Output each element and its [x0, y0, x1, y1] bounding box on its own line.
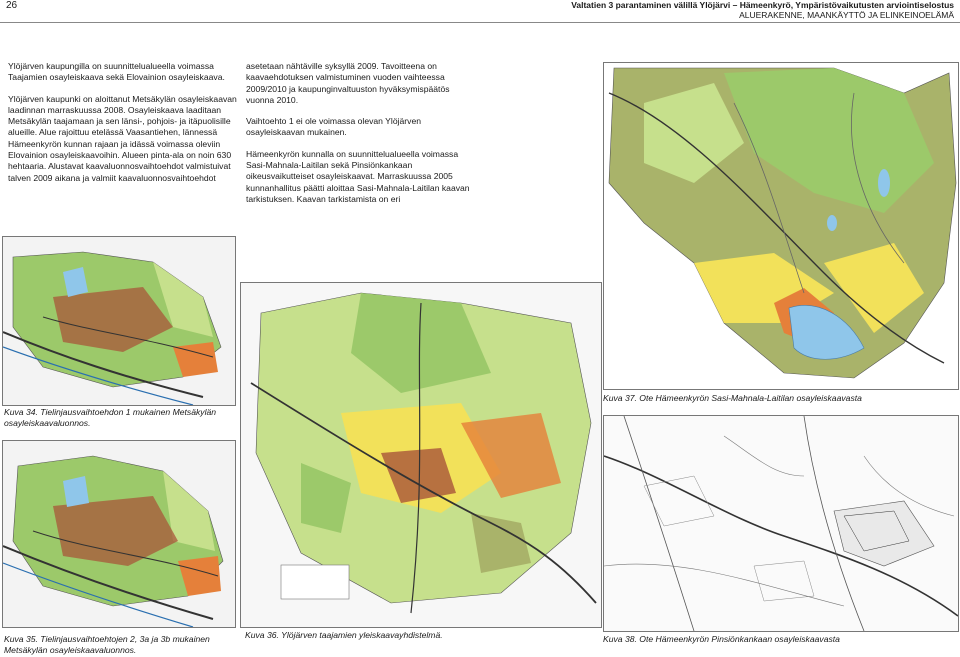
map-pinsionkangas: [603, 415, 959, 632]
map-ylojarvi-yleiskaava: [240, 282, 602, 628]
paragraph: Hämeenkyrön kunnalla on suunnittelualueella voimassa Sasi-Mahnala-Laitilan sekä Pinsiönkankaan oikeusvaikutteiset osayleiskaavat. Marraskuussa 2005 kunnanhallitus päätti aloittaa Sasi-Mahnala-Laitilan kaavan tarkistuksen. Kaavan tarkistamista on eri: [246, 148, 470, 204]
caption-kuva-37: Kuva 37. Ote Hämeenkyrön Sasi-Mahnala-Laitilan osayleiskaavasta: [603, 393, 862, 403]
header-rule: [0, 22, 960, 23]
caption-kuva-34: Kuva 34. Tielinjausvaihtoehdon 1 mukainen Metsäkylän osayleiskaavaluonnos.: [4, 407, 217, 428]
paragraph: Ylöjärven kaupungilla on suunnittelualueella voimassa Taajamien osayleiskaava sekä Elovainion osayleiskaava.: [8, 61, 225, 83]
map-metsakyla-option-1: [2, 236, 236, 406]
text-column-2: [246, 61, 472, 215]
caption-kuva-35: Kuva 35. Tielinjausvaihtoehtojen 2, 3a ja 3b mukainen Metsäkylän osayleiskaavaluonnos.: [4, 634, 210, 655]
caption-kuva-36: Kuva 36. Ylöjärven taajamien yleiskaavayhdistelmä.: [245, 630, 443, 640]
paragraph: Vaihtoehto 1 ei ole voimassa olevan Ylöjärven osayleiskaavan mukainen.: [246, 116, 422, 138]
running-header-section: ALUERAKENNE, MAANKÄYTTÖ JA ELINKEINOELÄMÄ: [739, 10, 954, 20]
caption-kuva-38: Kuva 38. Ote Hämeenkyrön Pinsiönkankaan osayleiskaavasta: [603, 634, 840, 644]
map-sasi-mahnala-laitila: [603, 62, 959, 390]
paragraph: asetetaan nähtäville syksyllä 2009. Tavoitteena on kaavaehdotuksen valmistuminen vuoden vaihteessa 2009/2010 ja kaupunginvaltuuston hyväksymispäätös vuonna 2010.: [246, 61, 450, 105]
paragraph: Ylöjärven kaupunki on aloittanut Metsäkylän osayleiskaavan laadinnan marraskuussa 2008. Osayleiskaava laaditaan Metsäkylän taajamaan ja sen länsi-, pohjois- ja itäpuolisille alueille. Alue rajoittuu etelässä Vaasantiehen, lännessä Hämeenkyrön kunnan rajaan ja idässä voimassa oleviin Elovainion osayleiskaavoihin. Alueen pinta-ala on noin 630 hehtaaria. Alustavat kaavaluonnosvaihtoehdot valmistuivat talven 2009 aikana ja valmiit kaavaluonnosvaihtoehdot: [8, 93, 237, 183]
running-header: [571, 0, 954, 20]
map-metsakyla-options-2-3: [2, 440, 236, 628]
text-column-1: [8, 61, 240, 194]
page-number: 26: [6, 0, 18, 11]
running-header-title: Valtatien 3 parantaminen välillä Ylöjärvi – Hämeenkyrö, Ympäristövaikutusten arviointiselostus: [571, 0, 954, 10]
